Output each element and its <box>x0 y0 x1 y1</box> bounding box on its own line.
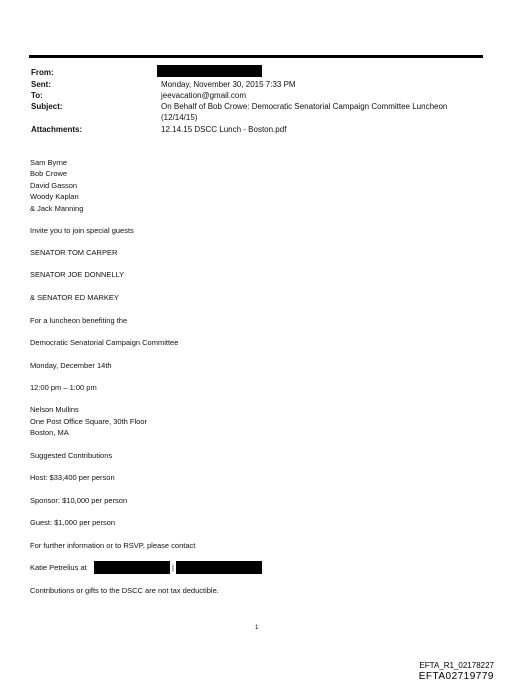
contributions-heading: Suggested Contributions <box>30 451 113 460</box>
venue-city: Boston, MA <box>30 428 69 437</box>
venue-name: Nelson Mullins <box>30 405 79 414</box>
sent-value: Monday, November 30, 2015 7:33 PM <box>161 80 296 89</box>
host-level: Host: $33,400 per person <box>30 473 115 482</box>
header-rule <box>29 55 483 58</box>
committee-name: Democratic Senatorial Campaign Committee <box>30 338 179 347</box>
event-time: 12:00 pm – 1:00 pm <box>30 383 97 392</box>
benefit-text: For a luncheon benefiting the <box>30 316 128 325</box>
guest-level: Guest: $1,000 per person <box>30 518 116 527</box>
host-name: Sam Byrne <box>30 158 68 167</box>
contact-text: Katie Petrelius at <box>30 563 87 572</box>
footer-id-efta: EFTA02719779 <box>418 671 494 682</box>
host-name: David Gasson <box>30 181 78 190</box>
to-value: jeevacation@gmail.com <box>161 91 247 100</box>
to-label: To: <box>31 91 43 100</box>
rsvp-text: For further information or to RSVP, please contact <box>30 541 196 550</box>
guest-senator-carper: SENATOR TOM CARPER <box>30 248 118 257</box>
subject-value-line1: On Behalf of Bob Crowe: Democratic Senatorial Campaign Committee Luncheon <box>161 102 448 111</box>
invite-text: Invite you to join special guests <box>30 226 134 235</box>
attachments-value: 12.14.15 DSCC Lunch - Boston.pdf <box>161 125 287 134</box>
venue-address: One Post Office Square, 30th Floor <box>30 417 148 426</box>
contact-redaction-1 <box>94 561 170 574</box>
host-name: Bob Crowe <box>30 169 68 178</box>
contact-redaction-2 <box>176 561 262 574</box>
host-name: & Jack Manning <box>30 204 84 213</box>
subject-label: Subject: <box>31 102 63 111</box>
guest-senator-markey: & SENATOR ED MARKEY <box>30 293 119 302</box>
from-redaction <box>157 65 262 77</box>
page-number: 1 <box>255 625 259 631</box>
sent-label: Sent: <box>31 80 51 89</box>
host-name: Woody Kaplan <box>30 192 79 201</box>
event-date: Monday, December 14th <box>30 361 112 370</box>
footer-id-r1: EFTA_R1_02178227 <box>419 661 494 670</box>
contact-separator: | <box>172 563 174 572</box>
subject-value-line2: (12/14/15) <box>161 113 198 122</box>
from-label: From: <box>31 68 54 77</box>
disclaimer-text: Contributions or gifts to the DSCC are not tax deductible. <box>30 586 219 595</box>
sponsor-level: Sponsor: $10,000 per person <box>30 496 128 505</box>
attachments-label: Attachments: <box>31 125 83 134</box>
guest-senator-donnelly: SENATOR JOE DONNELLY <box>30 270 125 279</box>
